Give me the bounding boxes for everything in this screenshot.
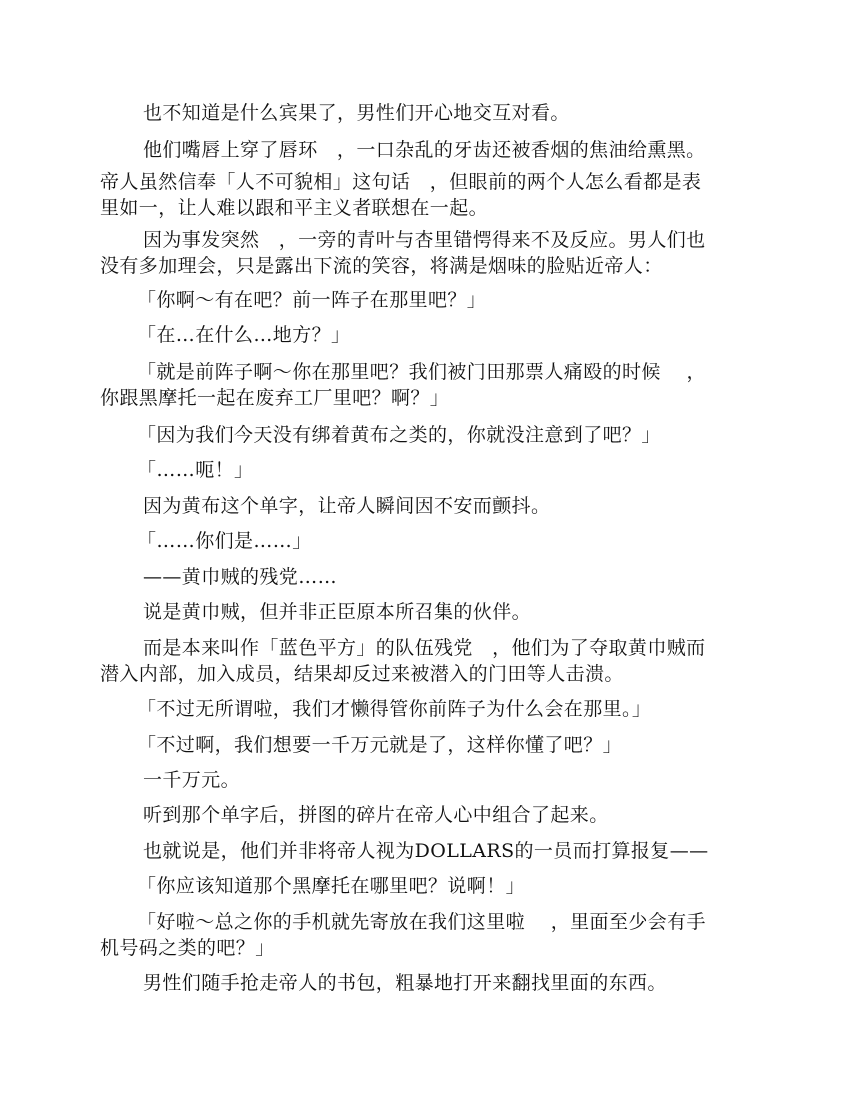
dialogue-line: 「……你们是……」 [137, 530, 312, 552]
paragraph-line: 而是本来叫作「蓝色平方」的队伍残党 ，他们为了夺取黄巾贼而 [143, 637, 706, 659]
dialogue-line: 机号码之类的吧？」 [100, 937, 275, 959]
dialogue-line: 「就是前阵子啊～你在那里吧？我们被门田那票人痛殴的时候 ， [137, 361, 706, 383]
dialogue-line: 「不过啊，我们想要一千万元就是了，这样你懂了吧？」 [137, 734, 623, 756]
paragraph-line: 也就说是，他们并非将帝人视为DOLLARS的一员而打算报复—— [143, 840, 709, 862]
dialogue-line: 「在…在什么…地方？」 [137, 324, 351, 346]
paragraph-line: 说是黄巾贼，但并非正臣原本所召集的伙伴。 [143, 601, 532, 623]
paragraph-line: 一千万元。 [143, 769, 241, 791]
dialogue-line: 「因为我们今天没有绑着黄布之类的，你就没注意到了吧？」 [137, 424, 661, 446]
dialogue-line: 「你啊～有在吧？前一阵子在那里吧？」 [137, 289, 487, 311]
paragraph-line: 听到那个单字后，拼图的碎片在帝人心中组合了起来。 [143, 804, 609, 826]
dialogue-line: 「你应该知道那个黑摩托在哪里吧？说啊！」 [137, 875, 526, 897]
paragraph-line: ——黄巾贼的残党…… [143, 566, 338, 588]
dialogue-line: 「好啦～总之你的手机就先寄放在我们这里啦 ，里面至少会有手 [137, 911, 706, 933]
paragraph-line: 里如一，让人难以跟和平主义者联想在一起。 [100, 197, 489, 219]
paragraph-line: 潜入内部，加入成员，结果却反过来被潜入的门田等人击溃。 [100, 663, 624, 685]
paragraph-line: 也不知道是什么宾果了，男性们开心地交互对看。 [143, 102, 570, 124]
dialogue-line: 「不过无所谓啦，我们才懒得管你前阵子为什么会在那里。」 [137, 698, 652, 720]
dialogue-line: 你跟黑摩托一起在废弃工厂里吧？啊？」 [100, 387, 450, 409]
paragraph-line: 因为事发突然 ，一旁的青叶与杏里错愕得来不及反应。男人们也 [143, 229, 706, 251]
paragraph-line: 没有多加理会，只是露出下流的笑容，将满是烟味的脸贴近帝人： [100, 255, 663, 277]
paragraph-line: 男性们随手抢走帝人的书包，粗暴地打开来翻找里面的东西。 [143, 972, 667, 994]
paragraph-line: 因为黄布这个单字，让帝人瞬间因不安而颤抖。 [143, 495, 551, 517]
paragraph-line: 他们嘴唇上穿了唇环 ，一口杂乱的牙齿还被香烟的焦油给熏黑。 [143, 139, 706, 161]
paragraph-line: 帝人虽然信奉「人不可貌相」这句话 ，但眼前的两个人怎么看都是表 [100, 171, 702, 193]
dialogue-line: 「……呃！」 [137, 459, 254, 481]
